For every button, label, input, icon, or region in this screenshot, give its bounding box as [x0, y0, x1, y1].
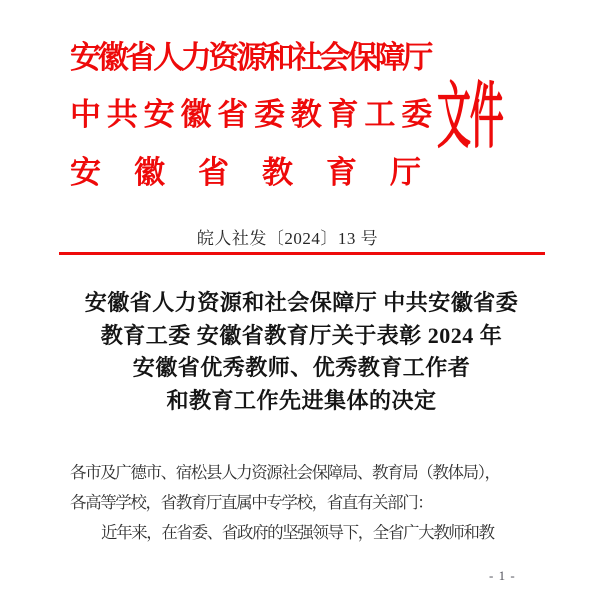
page-number: - 1 - [489, 568, 516, 583]
letterhead-agency-line-2: 中共安徽省委教育工委 [70, 97, 438, 132]
red-separator-rule [59, 252, 545, 255]
letterhead-agency-line-1: 安徽省人力资源和社会保障厅 [70, 40, 431, 75]
letterhead-document-word: 文件 [437, 77, 503, 157]
title-line-3: 安徽省优秀教师、优秀教育工作者 [132, 355, 471, 380]
salutation-line-2: 各高等学校，省教育厅直属中专学校，省直有关部门： [70, 493, 433, 512]
salutation-line-1: 各市及广德市、宿松县人力资源社会保障局、教育局（教体局）， [70, 463, 500, 482]
letterhead-agency-line-3: 安徽省教育厅 [70, 155, 454, 190]
document-body [70, 458, 550, 548]
title-line-1: 安徽省人力资源和社会保障厅 中共安徽省委 [84, 290, 519, 315]
title-line-2: 教育工委 安徽省教育厅关于表彰 2024 年 [100, 322, 503, 348]
document-reference-number: 皖人社发〔2024〕13 号 [196, 229, 379, 248]
body-paragraph-line-1: 近年来，在省委、省政府的坚强领导下，全省广大教师和教 [101, 523, 494, 542]
title-line-4: 和教育工作先进集体的决定 [166, 387, 437, 413]
document-title [0, 287, 603, 417]
